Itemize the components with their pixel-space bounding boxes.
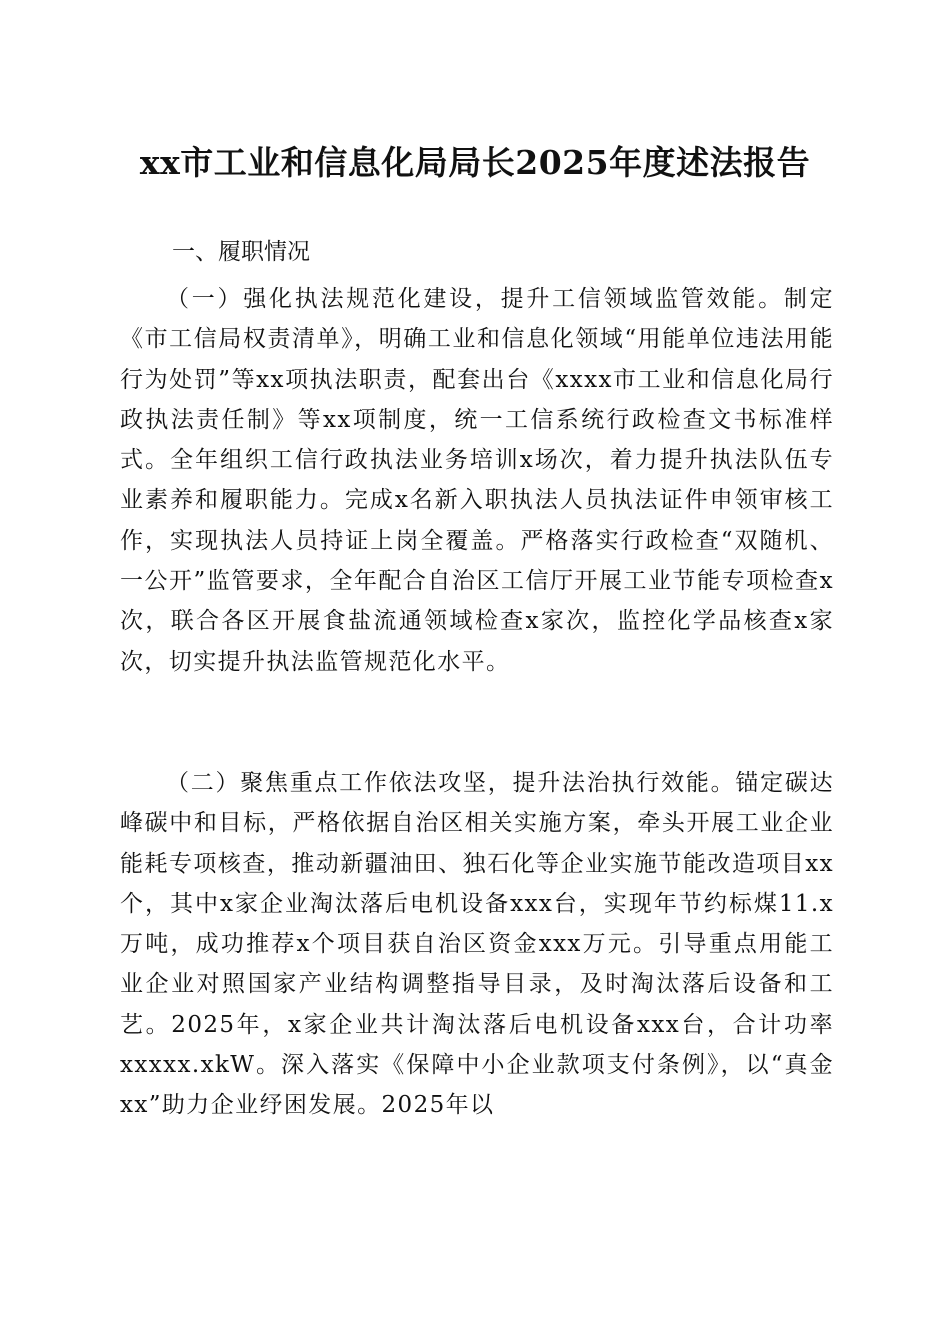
paragraph-1-lead: （一）强化执法规范化建设，提升工信领域监管效能。 <box>166 286 784 312</box>
paragraph-1 <box>120 279 834 682</box>
paragraph-1-body: 制定《市工信局权责清单》，明确工业和信息化领域“用能单位违法用能行为处罚”等xx项执法职责，配套出台《xxxx市工业和信息化局行政执法责任制》等xx项制度，统一工信系统行政检查文书标准样式。全年组织工信行政执法业务培训x场次，着力提升执法队伍专业素养和履职能力。完成x名新入职执法人员执法证件申领审核工作，实现执法人员持证上岗全覆盖。严格落实行政检查“双随机、一公开”监管要求，全年配合自治区工信厅开展工业节能专项检查x次，联合各区开展食盐流通领域检查x家次，监控化学品核查x家次，切实提升执法监管规范化水平。 <box>120 286 834 675</box>
paragraph-2 <box>120 763 834 1126</box>
section-heading: 一、履职情况 <box>172 239 310 265</box>
paragraph-2-lead: （二）聚焦重点工作依法攻坚，提升法治执行效能。 <box>166 770 736 796</box>
paragraph-2-body: 锚定碳达峰碳中和目标，严格依据自治区相关实施方案，牵头开展工业企业能耗专项核查，推动新疆油田、独石化等企业实施节能改造项目xx个，其中x家企业淘汰落后电机设备xxx台，实现年节约标煤11.x万吨，成功推荐x个项目获自治区资金xxx万元。引导重点用能工业企业对照国家产业结构调整指导目录，及时淘汰落后设备和工艺。2025年，x家企业共计淘汰落后电机设备xxx台，合计功率xxxxx.xkW。深入落实《保障中小企业款项支付条例》，以“真金xx”助力企业纾困发展。2025年以 <box>120 770 834 1119</box>
document-title: xx市工业和信息化局局长2025年度述法报告 <box>139 143 811 182</box>
